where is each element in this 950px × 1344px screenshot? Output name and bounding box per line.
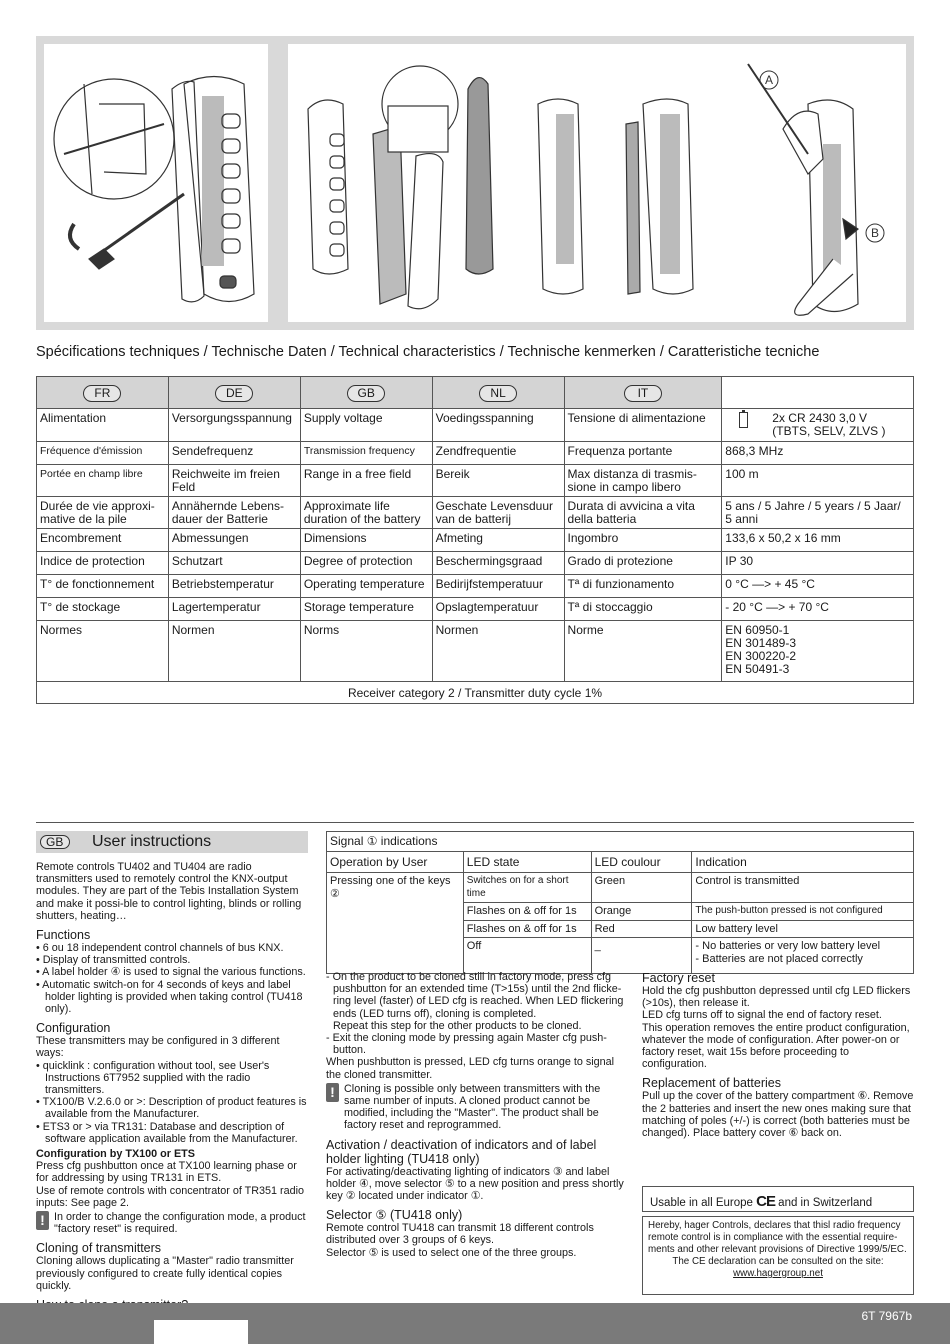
configuration-title: Configuration [36,1021,111,1036]
table-cell: The push-button pressed is not configured [692,903,914,921]
spec-cell: Normes [37,621,169,682]
list-item: • A label holder ④ is used to signal the various functions. [36,966,306,979]
clone-step-2: Repeat this step for the other products to be cloned. [333,1019,582,1032]
lang-de: DE [215,385,253,402]
factory-reset-text-3: This operation removes the entire product configuration, whatever the mode of configuration. After power-on or factory reset, wait 15s before proceeding to configuration. [642,1021,910,1071]
europe-usage-box [642,1186,914,1212]
lang-fr: FR [83,385,121,402]
clone-step-3: - Exit the cloning mode by pressing again Master cfg push-button. [326,1032,607,1057]
spec-cell: Abmessungen [168,529,300,552]
spec-cell: Opslagtemperatuur [432,598,564,621]
table-row [327,873,914,903]
battery-icon [739,412,748,428]
spec-cell: Portée en champ libre [37,465,169,497]
spec-cell: Storage temperature [300,598,432,621]
spec-row [37,409,914,442]
functions-title: Functions [36,928,91,943]
spec-value-cell: 0 °C —> + 45 °C [722,575,914,598]
spec-cell: Indice de protection [37,552,169,575]
callout-b: B [870,226,880,240]
spec-cell: Fréquence d'émission [37,442,169,465]
factory-reset-text-2: LED cfg turns off to signal the end of factory reset. [642,1009,882,1022]
list-item: • quicklink : configuration without tool, see User's Instructions 6T7952 supplied with the radio transmitters. [36,1059,270,1097]
spec-value-cell [722,409,914,442]
table-cell: _ [591,938,692,974]
spec-cell: Bedirijfstemperatuur [432,575,564,598]
spec-row [37,529,914,552]
signal-table [326,831,914,974]
spec-cell: Tensione di alimentazione [564,409,722,442]
list-item: • Display of transmitted controls. [36,954,191,967]
spec-value-cell: - 20 °C —> + 70 °C [722,598,914,621]
declaration-consult: The CE declaration can be consulted on the site: [672,1256,884,1267]
selector-title: Selector ⑤ (TU418 only) [326,1208,463,1223]
declaration-box [642,1216,914,1295]
column-header: Indication [692,851,914,873]
spec-cell: Geschate Levensduur van de batterij [432,497,564,529]
cloning-text: Cloning allows duplicating a "Master" radio transmitter previously configured to create fully identical copies quickly. [36,1255,294,1292]
clone-step-4: When pushbutton is pressed, LED cfg turns orange to signal the cloned transmitter. [326,1056,615,1081]
spec-row [37,575,914,598]
specs-table [36,376,914,704]
spec-cell: Schutzart [168,552,300,575]
spec-value-cell: 5 ans / 5 Jahre / 5 years / 5 Jaar/ 5 anni [722,497,914,529]
configuration-intro: These transmitters may be configured in 3 different ways: [36,1035,280,1060]
spec-cell: Reichweite im freien Feld [168,465,300,497]
table-cell: Flashes on & off for 1s [463,920,591,938]
steps-drawing [288,44,906,322]
specs-language-row [37,377,914,409]
spec-cell: Betriebstemperatur [168,575,300,598]
spec-value-cell: 133,6 x 50,2 x 16 mm [722,529,914,552]
spec-cell: Norms [300,621,432,682]
ce-mark-icon: CE [756,1193,775,1210]
clone-step-1: - On the product to be cloned still in factory mode, press cfg pushbutton for an extended time (T>15s) until the 2nd flicke-ring level (faster) of LED cfg is reached. When LED flickering ends (LED turns off), cloning is completed. [326,971,624,1020]
spec-cell: Max distanza di trasmis-sione in campo libero [564,465,722,497]
spec-cell: Normen [432,621,564,682]
user-instructions-heading: User instructions [92,832,212,850]
spec-value-cell: EN 60950-1 EN 301489-3 EN 300220-2 EN 50491-3 [722,621,914,682]
tx100-text-2: Use of remote controls with concentrator of TR351 radio inputs: See page 2. [36,1184,305,1209]
warning-icon: ! [326,1083,339,1102]
open-case-drawing [44,44,268,322]
column-header: LED coulour [591,851,692,873]
spec-cell: Dimensions [300,529,432,552]
selector-text: Remote control TU418 can transmit 18 different controls distributed over 3 groups of 6 keys. [326,1222,594,1247]
table-cell: Off [463,938,591,974]
table-cell: Switches on for a short time [463,873,591,903]
document-code: 6T 7967b [861,1309,912,1323]
spec-cell: Normen [168,621,300,682]
functions-list [36,942,308,1015]
spec-row [37,621,914,682]
spec-cell: Versorgungsspannung [168,409,300,442]
footer-bar [0,1303,950,1344]
illustration-open-case [44,44,268,322]
spec-cell: Zendfrequentie [432,442,564,465]
spec-cell: Durée de vie approxi-mative de la pile [37,497,169,529]
list-item: • Automatic switch-on for 4 seconds of keys and label holder lighting is provided when taking control (TU418 only). [36,978,303,1016]
warning-text: Cloning is possible only between transmitters with the same number of inputs. A cloned product cannot be modified, including the "Master". The product shall be factory reset and reprogrammed. [344,1082,601,1132]
activation-text: For activating/deactivating lighting of indicators ③ and label holder ④, move selector ⑤ to a new position and press shortly key ② located under indicator ①. [326,1165,624,1203]
spec-cell: T° de fonctionnement [37,575,169,598]
user-instructions-header [36,831,308,853]
column-header: LED state [463,851,591,873]
spec-cell: Bereik [432,465,564,497]
list-item: • TX100/B V.2.6.0 or >: Description of product features is available from the Manufacturer. [36,1096,307,1121]
lang-badge: GB [40,835,70,849]
spec-cell: Approximate life duration of the battery [300,497,432,529]
factory-reset-title: Factory reset [642,971,715,985]
spec-cell: Supply voltage [300,409,432,442]
tx100-text: Press cfg pushbutton once at TX100 learning phase or for addressing by using TR131 in ETS. [36,1160,297,1185]
table-cell: Control is transmitted [692,873,914,903]
tx100-title: Configuration by TX100 or ETS [36,1148,195,1161]
europe-usage-text-2: and in Switzerland [778,1197,873,1209]
spec-cell: Alimentation [37,409,169,442]
list-item: • 6 ou 18 independent control channels of bus KNX. [36,942,284,955]
user-instructions-column [36,831,308,1337]
illustration-steps [288,44,906,322]
warning-box [326,1083,626,1132]
spec-cell: Ingombro [564,529,722,552]
spec-row [37,598,914,621]
spec-row [37,497,914,529]
callout-a: A [764,73,774,87]
spec-cell: T° de stockage [37,598,169,621]
spec-cell: Voedingsspanning [432,409,564,442]
table-cell: Flashes on & off for 1s [463,903,591,921]
spec-cell: Tª di funzionamento [564,575,722,598]
spec-cell: Operating temperature [300,575,432,598]
lang-nl: NL [479,385,517,402]
footer-label-box [154,1320,248,1344]
battery-replacement-title: Replacement of batteries [642,1076,781,1091]
declaration-text: Hereby, hager Controls, declares that thisl radio frequency remote control is in compliance with the essential require-ments and other relevant provisions of Directive 1999/5/EC. [648,1220,907,1255]
spec-cell: Grado di protezione [564,552,722,575]
spec-cell: Range in a free field [300,465,432,497]
signal-header-row [327,851,914,873]
activation-title: Activation / deactivation of indicators and of label holder lighting (TU418 only) [326,1137,597,1166]
maintenance-column [642,971,914,1139]
cloning-column [326,971,626,1259]
spec-cell: Sendefrequenz [168,442,300,465]
spec-value-cell: 868,3 MHz [722,442,914,465]
spec-footer-row [37,682,914,704]
spec-value-cell: 100 m [722,465,914,497]
spec-footer: Receiver category 2 / Transmitter duty cycle 1% [37,682,914,704]
factory-reset-text: Hold the cfg pushbutton depressed until cfg LED flickers (>10s), then release it. [642,985,911,1010]
spec-cell: Norme [564,621,722,682]
spec-row [37,442,914,465]
intro-text: Remote controls TU402 and TU404 are radio transmitters used to remotely control the KNX-output modules. They are part of the Tebis Installation System and make it possi-ble to control lighting, blinds or rolling shutters, heating… [36,861,302,922]
operation-cell: Pressing one of the keys ② [327,873,464,974]
warning-text: In order to change the configuration mode, a product "factory reset" is required. [54,1211,306,1236]
spec-cell: Annähernde Lebens-dauer der Batterie [168,497,300,529]
table-cell: Orange [591,903,692,921]
spec-cell: Transmission frequency [300,442,432,465]
illustration-band [36,36,914,330]
column-header: Operation by User [327,851,464,873]
warning-box [36,1211,308,1235]
table-cell: - No batteries or very low battery level - Batteries are not placed correctly [692,938,914,974]
configuration-list [36,1060,308,1145]
battery-replacement-text: Pull up the cover of the battery compartment ⑥. Remove the 2 batteries and insert the new ones making sure that matching of poles (+/-) is correct (both batteries must be changed). Place battery cover ⑥ back on. [642,1090,914,1140]
table-cell: Green [591,873,692,903]
lang-it: IT [624,385,662,402]
spec-cell: Durata di avvicina a vita della batteria [564,497,722,529]
section-divider [36,822,914,823]
spec-row [37,552,914,575]
specs-title: Spécifications techniques / Technische Daten / Technical characteristics / Technische kenmerken / Caratteristiche tecniche [36,344,820,360]
selector-text-2: Selector ⑤ is used to select one of the three groups. [326,1246,577,1259]
europe-usage-text: Usable in all Europe [650,1197,753,1209]
spec-cell: Frequenza portante [564,442,722,465]
declaration-link[interactable]: www.hagergroup.net [733,1268,823,1279]
table-cell: Red [591,920,692,938]
spec-cell: Beschermingsgraad [432,552,564,575]
spec-value: 2x CR 2430 3,0 V (TBTS, SELV, ZLVS ) [772,411,886,438]
spec-cell: Degree of protection [300,552,432,575]
spec-cell: Lagertemperatur [168,598,300,621]
table-cell: Low battery level [692,920,914,938]
spec-cell: Tª di stoccaggio [564,598,722,621]
spec-value-cell: IP 30 [722,552,914,575]
lang-gb: GB [347,385,385,402]
spec-cell: Afmeting [432,529,564,552]
list-item: • ETS3 or > via TR131: Database and description of software application available from the Manufacturer. [36,1120,298,1145]
warning-icon: ! [36,1211,49,1230]
spec-row [37,465,914,497]
signal-title: Signal ① indications [327,832,914,852]
cloning-title: Cloning of transmitters [36,1241,162,1256]
spec-cell: Encombrement [37,529,169,552]
